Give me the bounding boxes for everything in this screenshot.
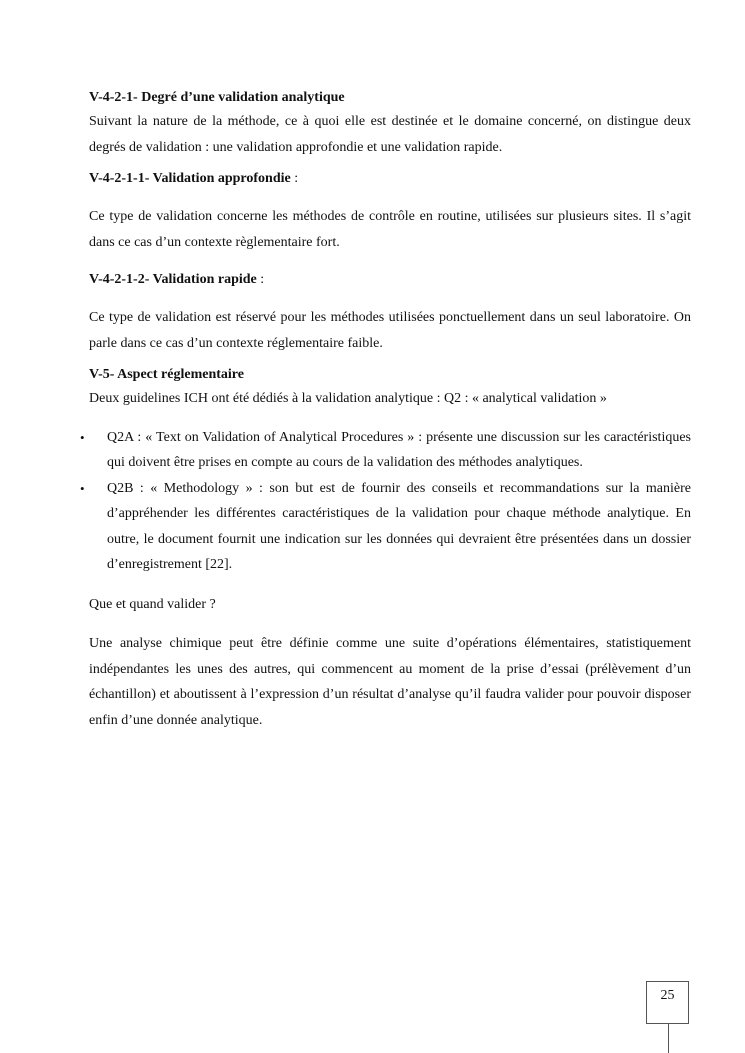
heading-regulatory-aspect — [89, 364, 691, 386]
heading-text: V-5- Aspect réglementaire — [89, 367, 244, 382]
list-item-text: Q2A : « Text on Validation of Analytical Procedures » : présente une discussion sur les caractéristiques qui doivent être prises en compte au cours de la validation des méthodes analytiques. — [107, 429, 691, 470]
heading-degree-validation — [89, 87, 691, 109]
heading-text: V-4-2-1- Degré d’une validation analytique — [89, 90, 345, 105]
list-item — [80, 476, 691, 578]
heading-deep-validation — [89, 168, 691, 190]
heading-rapid-validation — [89, 269, 691, 291]
guidelines-list — [80, 425, 691, 578]
page-number: 25 — [646, 981, 689, 1024]
question-what-when: Que et quand valider ? — [89, 596, 216, 612]
heading-text: V-4-2-1-2- Validation rapide — [89, 272, 257, 287]
paragraph-regulatory-intro: Deux guidelines ICH ont été dédiés à la validation analytique : Q2 : « analytical validation » — [89, 391, 607, 406]
bullet-icon: • — [80, 480, 85, 496]
heading-text: V-4-2-1-1- Validation approfondie — [89, 171, 291, 186]
list-item — [80, 425, 691, 476]
heading-suffix: : — [256, 272, 265, 287]
page-number-divider — [668, 1024, 669, 1053]
page-content — [80, 87, 691, 733]
heading-suffix: : — [290, 171, 299, 186]
paragraph-deep-validation: Ce type de validation concerne les méthodes de contrôle en routine, utilisées sur plusieurs sites. Il s’agit dans ce cas d’un contexte règlementaire fort. — [89, 209, 691, 250]
list-item-text: Q2B : « Methodology » : son but est de fournir des conseils et recommandations sur la manière d’appréhender les différentes caractéristiques de la validation pour chaque méthode analytique. En outre, le document fournit une indication sur les données qui devraient être présentées dans un dossier d’enregistrement [22]. — [107, 480, 691, 572]
bullet-icon: • — [80, 429, 85, 445]
paragraph-chemical-analysis: Une analyse chimique peut être définie comme une suite d’opérations élémentaires, statistiquement indépendantes les unes des autres, qui commencent au moment de la prise d’essai (prélèvement d’un échantillon) et aboutissent à l’expression d’un résultat d’analyse qu’il faudra valider pour pouvoir disposer enfin d’une donnée analytique. — [89, 636, 691, 728]
paragraph-rapid-validation: Ce type de validation est réservé pour les méthodes utilisées ponctuellement dans un seul laboratoire. On parle dans ce cas d’un contexte réglementaire faible. — [89, 310, 691, 351]
paragraph-degree-validation: Suivant la nature de la méthode, ce à quoi elle est destinée et le domaine concerné, on distingue deux degrés de validation : une validation approfondie et une validation rapide. — [89, 114, 691, 155]
